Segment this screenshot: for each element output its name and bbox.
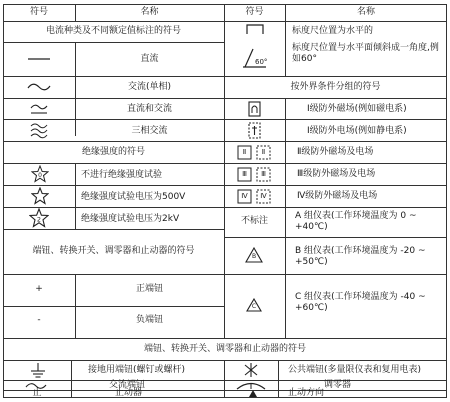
group-b-label: B 组仪表(工作环境温度为 -20 ~ +50℃) [295, 246, 426, 267]
rule-center [224, 4, 225, 338]
insulation-500v-label: 绝缘强度试验电压为500V [81, 192, 186, 202]
rule [285, 98, 286, 338]
header-symbol-right: 符号 [245, 7, 264, 17]
rule [3, 42, 224, 43]
group-a-symbol: 不标注 [240, 216, 268, 226]
ac-label: 交流(单相) [127, 82, 172, 92]
svg-text:0: 0 [38, 172, 42, 179]
group-c-letter: C [251, 303, 257, 310]
header-symbol-left: 符号 [29, 7, 48, 17]
stopper-label: 止动器 [115, 388, 143, 398]
rule-top [3, 4, 447, 5]
rule [446, 4, 447, 398]
three-phase-ac-icon [30, 122, 48, 139]
rule [3, 360, 447, 361]
svg-text:2: 2 [36, 215, 42, 224]
rule [3, 380, 447, 381]
minus-terminal-label: 负端钮 [135, 315, 163, 325]
dc-symbol-icon [27, 55, 51, 63]
header-name-right: 名称 [356, 7, 375, 17]
electric-shield-1-icon [248, 122, 261, 139]
rule [3, 229, 224, 230]
shield-3-numeral: Ⅲ [242, 170, 247, 178]
header-name-left: 名称 [140, 7, 159, 17]
section-insulation: 绝缘强度的符号 [81, 147, 145, 157]
plus-terminal-symbol: + [35, 284, 43, 294]
plus-terminal-label: 正端钮 [135, 284, 163, 294]
tilted-scale-label: 标度尺位置与水平面倾斜成一角度,例如60° [292, 43, 439, 64]
rule [224, 274, 447, 275]
section-terminals-left: 端钮、转换开关、调零器和止动器的符号 [32, 246, 195, 256]
shield-3-label: Ⅲ级防外磁场及电场 [297, 169, 376, 179]
stopper-symbol: 止 [32, 388, 42, 398]
insulation-0-star-icon [31, 165, 49, 183]
rule [278, 360, 279, 398]
three-phase-ac-label: 三相交流 [131, 126, 168, 136]
stop-direction-label: 止动方向 [288, 388, 325, 398]
insulation-2kv-star-icon [29, 208, 49, 228]
common-terminal-label: 公共端钮(多量限仪表和复用电表) [288, 365, 422, 375]
dc-ac-label: 直流和交流 [126, 104, 172, 114]
rule [3, 306, 224, 307]
ac-terminal-label: 交流端钮 [109, 380, 146, 390]
rule [3, 163, 447, 164]
rule [3, 274, 224, 275]
rule [3, 21, 447, 22]
insulation-0-label: 不进行绝缘强度试验 [81, 170, 163, 180]
rule [3, 76, 447, 77]
insulation-500v-star-icon [31, 187, 49, 205]
rule [3, 4, 4, 398]
rule [75, 163, 76, 229]
section-terminals-bottom: 端钮、转换开关、调零器和止动器的符号 [143, 344, 306, 354]
zero-adjuster-label: 调零器 [324, 380, 352, 390]
shield-4-numeral-dashed: Ⅳ [260, 192, 267, 200]
symbol-table [3, 4, 447, 398]
ground-terminal-label: 接地用端钮(螺钉或螺杆) [88, 365, 186, 375]
ac-symbol-icon [27, 82, 51, 92]
rule [3, 207, 447, 208]
electric-shield-1-label: Ⅰ级防外电场(例如静电系) [307, 126, 407, 136]
group-b-letter: B [251, 253, 257, 260]
magnetic-shield-1-icon [248, 101, 261, 117]
shield-2-numeral: Ⅱ [242, 148, 247, 156]
minus-terminal-symbol: - [37, 315, 41, 325]
dc-label: 直流 [140, 54, 159, 64]
insulation-2kv-label: 绝缘强度试验电压为2kV [81, 214, 180, 224]
shield-2-numeral-dashed: Ⅱ [261, 148, 266, 156]
shield-4-numeral: Ⅳ [241, 192, 248, 200]
section-current-types: 电流种类及不同额定值标注的符号 [45, 26, 181, 36]
section-external-conditions: 按外界条件分组的符号 [290, 82, 381, 92]
shield-4-label: Ⅳ级防外磁场及电场 [297, 191, 378, 201]
group-a-label: A 组仪表(工作环境温度为 0 ~ +40℃) [295, 211, 417, 232]
rule [224, 237, 447, 238]
rule [3, 185, 447, 186]
horizontal-scale-label: 标度尺位置为水平的 [292, 26, 374, 36]
zero-adjuster-icon [235, 381, 267, 390]
stop-direction-arrow-icon [248, 390, 258, 398]
dc-ac-symbol-icon [30, 101, 48, 117]
shield-2-label: Ⅱ级防外磁场及电场 [297, 147, 374, 157]
rule [224, 360, 225, 398]
rule [3, 98, 447, 99]
magnetic-shield-1-label: Ⅰ级防外磁场(例如磁电系) [307, 104, 407, 114]
rule [3, 141, 447, 142]
rule [3, 119, 447, 120]
shield-3-numeral-dashed: Ⅲ [261, 170, 266, 178]
rule [71, 360, 72, 398]
group-c-label: C 组仪表(工作环境温度为 -40 ~ +60℃) [295, 292, 426, 313]
common-terminal-icon [243, 362, 259, 378]
tilt-angle-text: 60° [255, 58, 268, 66]
ground-terminal-icon [30, 362, 46, 379]
rule [3, 338, 447, 339]
horizontal-scale-icon [245, 23, 265, 35]
